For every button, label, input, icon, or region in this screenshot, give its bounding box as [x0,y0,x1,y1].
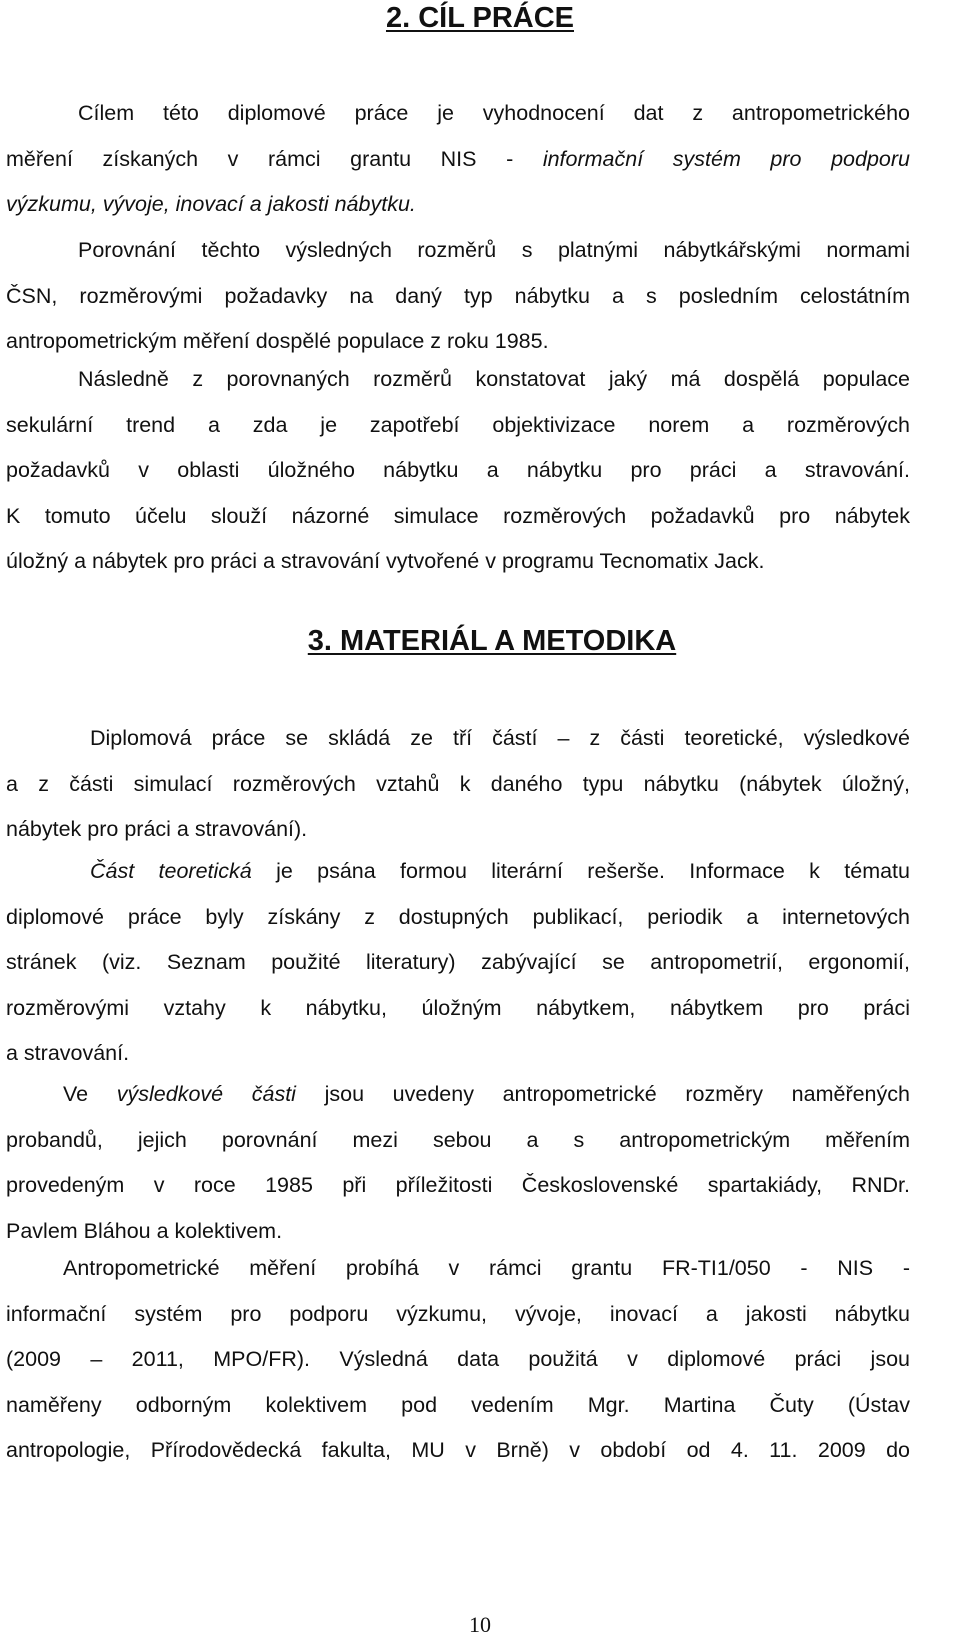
text-line: naměřeny odborným kolektivem pod vedením Mgr. Martina Čuty (Ústav [6,1392,910,1417]
text-line: probandů, jejich porovnání mezi sebou a s antropometrickým měřením [6,1127,910,1152]
text-line: a z části simulací rozměrových vztahů k daného typu nábytku (nábytek úložný, [6,771,910,796]
italic-text: výsledkové části [116,1082,296,1106]
text-line [6,1072,910,1118]
italic-text: Část teoretická [90,859,252,883]
text-span: jsou uvedeny antropometrické rozměry naměřených [295,1082,910,1106]
section-heading-cil-prace: 2. CÍL PRÁCE [385,2,574,34]
page-number: 10 [469,1612,491,1637]
italic-text: informační systém pro podporu [542,146,910,171]
text-line: Diplomová práce se skládá ze tří částí – z části teoretické, výsledkové [90,726,910,750]
text-line: antropologie, Přírodovědecká fakulta, MU v Brně) v období od 4. 11. 2009 do [6,1438,910,1463]
paragraph-results [6,1072,910,1254]
text-line [6,849,910,895]
text-line [6,182,910,228]
paragraph-comparison [6,228,910,365]
section-heading-material-a-metodika: 3. MATERIÁL A METODIKA [307,625,677,657]
text-line: Následně z porovnaných rozměrů konstatovat jaký má dospělá populace [78,367,910,391]
paragraph-structure [6,716,910,853]
text-line: ČSN, rozměrovými požadavky na daný typ nábytku a s posledním celostátním [6,283,910,308]
text-line [6,137,910,183]
text-line: provedeným v roce 1985 při příležitosti Československé spartakiády, RNDr. [6,1173,910,1198]
text-line: K tomuto účelu slouží názorné simulace rozměrových požadavků pro nábytek [6,503,910,528]
text-line: Porovnání těchto výsledných rozměrů s platnými nábytkářskými normami [78,238,910,262]
text-line: rozměrovými vztahy k nábytku, úložným nábytkem, nábytkem pro práci [6,995,910,1020]
paragraph-trend [6,357,910,585]
text-line: sekulární trend a zda je zapotřebí objektivizace norem a rozměrových [6,412,910,437]
text-span: Ve [63,1082,117,1106]
text-line: Cílem této diplomové práce je vyhodnocení dat z antropometrického [78,101,910,125]
paragraph-theory [6,849,910,1077]
text-line: úložný a nábytek pro práci a stravování vytvořené v programu Tecnomatix Jack. [6,549,765,574]
text-line: antropometrickým měření dospělé populace z roku 1985. [6,329,549,354]
text-line: požadavků v oblasti úložného nábytku a nábytku pro práci a stravování. [6,458,910,483]
text-span: je psána formou literární rešerše. Informace k tématu [251,859,910,883]
text-line: a stravování. [6,1041,130,1066]
text-line: Antropometrické měření probíhá v rámci grantu FR-TI1/050 - NIS - [63,1256,910,1280]
text-line: diplomové práce byly získány z dostupných publikací, periodik a internetových [6,904,910,929]
text-line: (2009 – 2011, MPO/FR). Výsledná data použitá v diplomové práci jsou [6,1347,910,1372]
text-span: měření získaných v rámci grantu NIS - [6,146,543,171]
italic-text: výzkumu, vývoje, inovací a jakosti nábytku. [6,192,416,217]
paragraph-goal [6,91,910,228]
text-line: nábytek pro práci a stravování). [6,817,308,842]
text-line: stránek (viz. Seznam použité literatury) zabývající se antropometrií, ergonomií, [6,950,910,975]
text-line: Pavlem Bláhou a kolektivem. [6,1218,283,1243]
text-line: informační systém pro podporu výzkumu, vývoje, inovací a jakosti nábytku [6,1301,910,1326]
paragraph-measurement [6,1246,910,1474]
